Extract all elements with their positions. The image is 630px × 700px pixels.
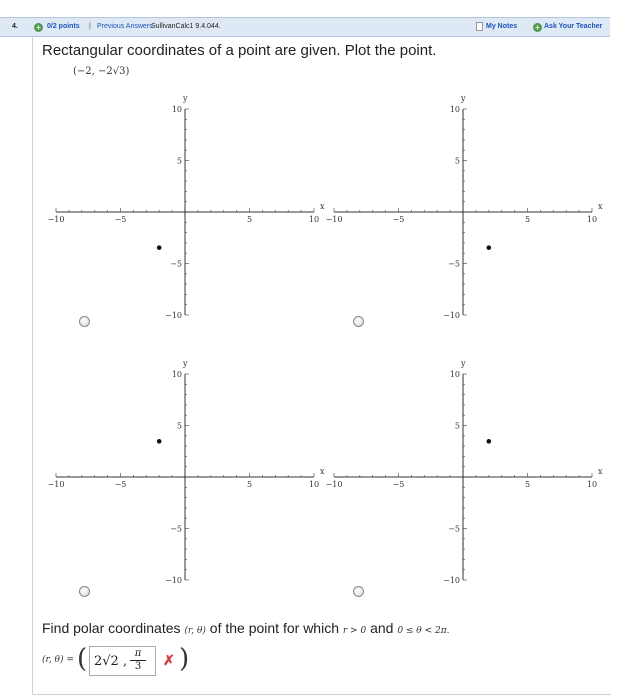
x-axis-label: x [320,467,325,476]
y-axis-label: y [461,94,466,103]
given-point: (−2, −2√3) [73,66,130,77]
plotted-point [157,439,162,444]
y-tick-label: −5 [448,524,460,534]
y-tick-label: 10 [171,370,182,379]
radio-option-2[interactable] [353,316,364,327]
x-tick-label: −5 [114,480,127,489]
graph-option-2 [325,85,630,355]
question-source: SullivanCalc1 9.4.044. [151,23,221,30]
graph-option-3 [47,350,352,620]
y-tick-label: 10 [449,105,460,114]
y-tick-label: −10 [165,576,182,585]
question-header-bar [0,17,610,37]
question-number: 4. [12,23,18,30]
x-tick-label: 5 [524,215,531,224]
x-tick-label: 10 [308,215,320,224]
expand-plus-icon[interactable]: + [34,23,43,32]
plotted-point [157,245,162,250]
incorrect-x-icon: ✗ [163,652,175,668]
y-tick-label: 5 [454,421,460,431]
x-axis-label: x [598,202,603,211]
y-tick-label: −5 [170,259,182,269]
x-axis-label: x [320,202,325,211]
previous-answers-link[interactable]: Previous Answers [97,23,153,30]
ask-teacher-link[interactable]: Ask Your Teacher [544,23,603,30]
y-tick-label: 5 [176,156,182,166]
fraction-numerator: π [130,648,146,661]
x-tick-label: −10 [47,480,65,489]
answer-label: (r, θ) = [42,655,74,665]
separator: | [89,23,91,30]
polar-coords: (r, θ) [184,626,206,636]
x-axis-label: x [598,467,603,476]
graph-svg [325,85,630,355]
graph-option-4 [325,350,630,620]
my-notes-link[interactable]: My Notes [486,23,518,30]
close-paren: ) [179,644,190,674]
open-paren: ( [77,644,88,674]
radio-option-4[interactable] [353,586,364,597]
y-axis-label: y [183,359,188,368]
x-tick-label: 10 [586,480,598,489]
ask-teacher-plus-icon[interactable]: + [533,23,542,32]
plotted-point [487,439,492,444]
x-tick-label: −10 [47,215,65,224]
graph-svg [325,350,630,620]
x-tick-label: 5 [246,215,253,224]
y-tick-label: 5 [176,421,182,431]
fraction-denominator: 3 [134,661,142,672]
notes-icon[interactable] [476,22,483,31]
x-tick-label: −10 [325,215,343,224]
y-tick-label: −10 [443,576,460,585]
polar-prompt-start: Find polar coordinates [42,620,181,636]
x-tick-label: 10 [586,215,598,224]
plotted-point [487,245,492,250]
y-axis-label: y [183,94,188,103]
answer-row [42,644,242,678]
radio-option-1[interactable] [79,316,90,327]
answer-fraction [130,648,146,673]
y-tick-label: −10 [443,311,460,320]
x-tick-label: 5 [246,480,253,489]
graph-svg [47,350,352,620]
question-prompt: Rectangular coordinates of a point are given. Plot the point. [42,42,437,59]
graph-svg [47,85,352,355]
graph-option-1 [47,85,352,355]
y-tick-label: −10 [165,311,182,320]
x-tick-label: −5 [392,480,405,489]
r-condition: r > 0 [342,626,367,636]
and-word: and [370,620,394,636]
y-tick-label: 5 [454,156,460,166]
y-axis-label: y [461,359,466,368]
points-label: 0/2 points [47,23,80,30]
y-tick-label: 10 [171,105,182,114]
x-tick-label: −5 [392,215,405,224]
answer-value: 2√2 , [94,654,128,669]
x-tick-label: 5 [524,480,531,489]
y-tick-label: 10 [449,370,460,379]
x-tick-label: −10 [325,480,343,489]
answer-input[interactable] [89,646,156,676]
y-tick-label: −5 [448,259,460,269]
y-tick-label: −5 [170,524,182,534]
x-tick-label: 10 [308,480,320,489]
theta-condition: 0 ≤ θ < 2π. [397,626,450,636]
x-tick-label: −5 [114,215,127,224]
radio-option-3[interactable] [79,586,90,597]
polar-prompt-mid: of the point for which [209,620,339,636]
polar-question [42,620,449,636]
